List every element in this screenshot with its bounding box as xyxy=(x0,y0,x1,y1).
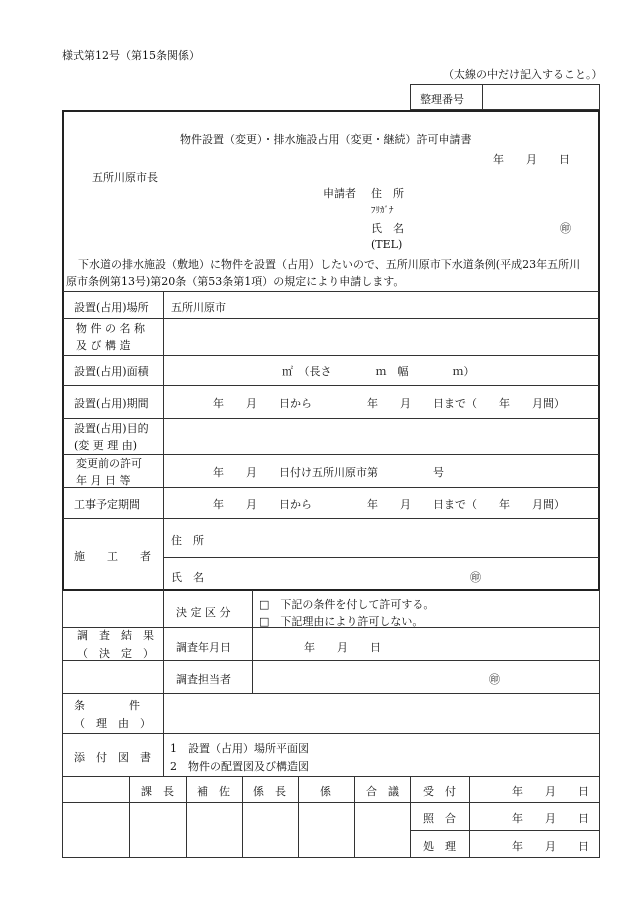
tel-label: (TEL) xyxy=(371,238,403,251)
work-period-value: 年 月 日から 年 月 日まで（ 年 月間） xyxy=(213,498,565,511)
statement-line-2: 原市条例第13号)第20条（第53条第1項）の規定により申請します。 xyxy=(66,275,405,288)
location-label: 設置(占用)場所 xyxy=(74,301,149,314)
applicant-seal: ㊞ xyxy=(560,222,571,235)
process-date: 年 月 日 xyxy=(512,840,589,853)
work-period-label: 工事予定期間 xyxy=(74,498,140,511)
option-2: □ 下記理由により許可しない。 xyxy=(259,615,424,628)
name-label: 氏 名 xyxy=(371,222,404,235)
attachment-1: 1 設置（占用）場所平面図 xyxy=(170,742,309,755)
contractor-seal: ㊞ xyxy=(470,571,481,584)
date-line: 年 月 日 xyxy=(493,153,570,166)
survey-label: 調 査 結 果 （ 決 定 ） xyxy=(77,629,154,660)
header-kacho: 課 長 xyxy=(141,785,174,798)
seiri-label: 整理番号 xyxy=(420,93,464,106)
checkbox-1[interactable]: □ xyxy=(259,598,270,611)
survey-date-value: 年 月 日 xyxy=(304,641,381,654)
furigana-label: ﾌﾘｶﾞﾅ xyxy=(371,206,394,216)
contractor-address-label: 住 所 xyxy=(171,534,204,547)
area-label: 設置(占用)面積 xyxy=(74,365,149,378)
period-value: 年 月 日から 年 月 日まで（ 年 月間） xyxy=(213,397,565,410)
purpose-label: 設置(占用)目的 (変 更 理 由) xyxy=(74,422,149,452)
header-kakari: 係 xyxy=(320,785,331,798)
verify-date: 年 月 日 xyxy=(512,812,589,825)
header-kakaricho: 係 長 xyxy=(253,785,286,798)
decision-label: 決 定 区 分 xyxy=(176,606,231,619)
contractor-label: 施 工 者 xyxy=(74,550,151,563)
instruction-note: （太線の中だけ記入すること。） xyxy=(443,68,603,81)
prev-permit-label: 変更前の許可 年 月 日 等 xyxy=(76,457,142,487)
location-value: 五所川原市 xyxy=(171,301,226,314)
prev-permit-value: 年 月 日付け五所川原市第 号 xyxy=(213,466,444,479)
header-hosa: 補 佐 xyxy=(197,785,230,798)
survey-date-label: 調査年月日 xyxy=(176,641,231,654)
survey-staff-seal: ㊞ xyxy=(489,673,500,686)
process-label: 処 理 xyxy=(423,840,456,853)
conditions-label: 条 件 （ 理 由 ） xyxy=(74,699,151,730)
attachment-2: 2 物件の配置図及び構造図 xyxy=(170,760,309,773)
form-title: 物件設置（変更）・排水施設占用（変更・継続）許可申請書 xyxy=(180,133,472,146)
address-label: 住 所 xyxy=(371,187,404,200)
period-label: 設置(占用)期間 xyxy=(74,397,149,410)
receipt-date: 年 月 日 xyxy=(512,785,589,798)
checkbox-2[interactable]: □ xyxy=(259,615,270,628)
applicant-label: 申請者 xyxy=(323,187,356,200)
name-structure-label: 物 件 の 名 称 及 び 構 造 xyxy=(76,322,145,352)
form-number: 様式第12号（第15条関係） xyxy=(62,49,200,62)
contractor-name-label: 氏 名 xyxy=(171,571,204,584)
header-gogi: 合 議 xyxy=(366,785,399,798)
option-1: □ 下記の条件を付して許可する。 xyxy=(259,598,435,611)
survey-staff-label: 調査担当者 xyxy=(176,673,231,686)
verify-label: 照 合 xyxy=(423,812,456,825)
area-value: ㎡ （長さ ｍ 幅 ｍ） xyxy=(282,365,475,378)
addressee: 五所川原市長 xyxy=(92,171,158,184)
attachments-label: 添 付 図 書 xyxy=(74,751,151,764)
statement-line-1: 下水道の排水施設（敷地）に物件を設置（占用）したいので、五所川原市下水道条例(平成23年五所川 xyxy=(78,258,581,271)
receipt-label: 受 付 xyxy=(423,785,456,798)
